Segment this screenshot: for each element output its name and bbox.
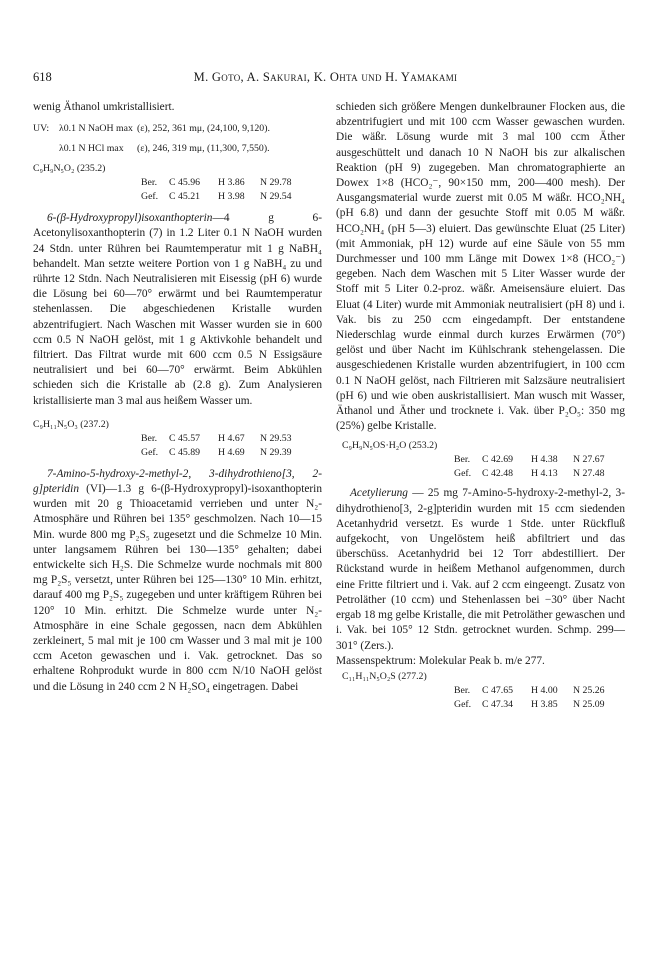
page-number: 618 bbox=[33, 70, 52, 84]
running-title: M. Goto, A. Sakurai, K. Ohta und H. Yamakami bbox=[193, 70, 458, 84]
paragraph-continuation: schieden sich größere Mengen dunkelbrauner Flocken aus, die abzentrifugiert und mit 100 ccm Wasser gewaschen wurden. Die wäßr. Lösung wurde mit 3 mal 100 ccm Äther ausgeschüttelt und danach 10 N NaOH bis zur alkalischen Reaktion (pH 9) zugegeben. Man chromatographierte an Dowex 1×8 (HCO₂⁻, 90×150 mm, 200—400 mesh). Der Ausgangsmaterial wurde zuerst mit 0.05 M wäßr. HCO₂NH₄ (pH 6.8) und dann der gesuchte Stoff mit 0.05 M wäßr. HCO₂NH₄ (pH 5—3) eluiert. Das gewünschte Eluat (25 Liter) (mit Ammoniak, pH 12) wurde auf eine Säule von 55 mm Durchmesser und 100 mm Länge mit Dowex 1×8 (HCO₂⁻) gegeben. Nach dem Waschen mit 5 Liter Wasser wurde der Stoff mit 5 Liter 0.2-proz. wäßr. Ameisensäure eluiert. Das Eluat (4 Liter) wurde mit Ammoniak neutralisiert (pH 8) und i. Vak. bis zu 250 ccm eingedampft. Der entstandene Niederschlag wurde einmal durch kurzes Erwärmen (70°) gelöst und über Nacht im Kühlschrank stehengelassen. Die ausgeschiedenen Kristalle wurden abzentrifugiert, in 100 ccm 0.1 N NaOH gelöst, nach Filtrieren mit Salzsäure neutralisiert (pH 6) und wie oben auskristallisiert. Man wusch mit Wasser, Äthanol und Äther und trocknete i. Vak. über P₂O₅: 350 mg (25%) gelbe Kristalle. bbox=[336, 101, 625, 433]
uv-lambda-hcl: λ0.1 N HCl max bbox=[59, 143, 124, 155]
ber-label: Ber. bbox=[454, 454, 471, 466]
formula-2-text: C₉H₁₁N₅O₃ (237.2) bbox=[33, 418, 109, 430]
paragraph-body: —4 g 6-Acetonylisoxanthopterin (7) in 1.2 Liter 0.1 N NaOH wurden 24 Stdn. unter Rühren bei Raumtemperatur mit 1 g NaBH₄ behandelt. Man setzte weitere Portion von 1 g NaBH₄ zu und rührte 12 Stdn. Nach Neutralisieren mit Eisessig (pH 6) wurde die Lösung bei 60—70° erwärmt und bei Raumtemperatur stehenlassen. Die abgeschiedenen Kristalle wurden abzentrifugiert. Nach Waschen mit Wasser wurden sie in 600 ccm 0.5 N NaOH gelöst, mit 1 g Aktivkohle behandelt und filtriert. Das Filtrat wurde mit 600 ccm 0.5 N Essigsäure neutralisiert und bei 60—70° erwärmt. Beim Abkühlen schieden sich die Kristalle ab (2.8 g). Zum Analysieren kristallisierte man 3 mal aus heißem Wasser um. bbox=[33, 212, 322, 407]
uv-label: UV: bbox=[33, 123, 50, 135]
formula-3-text: C₉H₉N₅OS·H₂O (253.2) bbox=[342, 440, 438, 452]
formula-1 bbox=[33, 161, 322, 175]
gef-h: H 3.85 bbox=[531, 698, 558, 710]
formula-4-text: C₁₁H₁₁N₅O₂S (277.2) bbox=[342, 670, 427, 682]
ber-c: C 45.57 bbox=[169, 432, 201, 444]
formula-1-text: C₉H₉N₅O₂ (235.2) bbox=[33, 163, 106, 175]
uv-values-naoh: (ε), 252, 361 mμ, (24,100, 9,120). bbox=[137, 123, 270, 135]
gef-n: N 29.54 bbox=[260, 191, 292, 203]
ber-n: N 29.78 bbox=[260, 177, 292, 189]
ber-label: Ber. bbox=[454, 684, 471, 696]
formula-3 bbox=[336, 438, 625, 452]
analysis-ber-3 bbox=[336, 452, 625, 466]
ber-n: N 27.67 bbox=[573, 454, 605, 466]
analysis-gef-2 bbox=[33, 445, 322, 459]
section-title: Acetylierung bbox=[350, 487, 408, 500]
formula-4 bbox=[336, 669, 625, 683]
ber-label: Ber. bbox=[141, 177, 158, 189]
gef-n: N 27.48 bbox=[573, 468, 605, 480]
right-column bbox=[336, 100, 625, 711]
paragraph-thienopteridin bbox=[33, 467, 322, 695]
analysis-gef-1 bbox=[33, 189, 322, 203]
gef-label: Gef. bbox=[141, 191, 159, 203]
mass-spectrum-line: Massenspektrum: Molekular Peak b. m/e 277. bbox=[336, 654, 545, 667]
paragraph-hydroxypropyl bbox=[33, 211, 322, 409]
gef-h: H 4.69 bbox=[218, 446, 245, 458]
uv-line-naoh bbox=[33, 121, 322, 137]
gef-n: N 25.09 bbox=[573, 698, 605, 710]
gef-c: C 45.21 bbox=[169, 191, 201, 203]
analysis-gef-3 bbox=[336, 466, 625, 480]
gef-label: Gef. bbox=[454, 698, 472, 710]
left-column bbox=[33, 100, 322, 695]
analysis-ber-2 bbox=[33, 431, 322, 445]
ber-n: N 29.53 bbox=[260, 432, 292, 444]
formula-2 bbox=[33, 417, 322, 431]
gef-label: Gef. bbox=[141, 446, 159, 458]
paragraph-body: (VI)—1.3 g 6-(β-Hydroxypropyl)-isoxanthopterin wurden mit 20 g Thioacetamid verrieben und unter N₂-Atmosphäre und Rühren bei 135° geschmolzen. Nach 10—15 Min. wurde 800 mg P₂S₅ zugesetzt und die Schmelze 10 Min. unter langsamem Rühren bei 130—135° gehalten; dabei entwickelte sich H₂S. Die Schmelze wurde nochmals mit 800 mg P₂S₅ versetzt, unter Rühren bei 125—130° 10 Min. erhitzt, darauf 400 mg P₂S₅ zugegeben und unter kräftigem Rühren bei 120° 10 Min. erhitzt. Die Schmelze wurde unter N₂-Atmosphäre in eine Schale gegossen, nacn dem Abkühlen zerkleinert, 5 mal mit je 100 cm Wasser und 3 mal mit je 100 ccm Aceton gewaschen und i. Vak. getrocknet. Das so erhaltene Rohprodukt wurde in 800 ccm N/10 NaOH gelöst und die Lösung in 240 ccm 2 N H₂SO₄ eingetragen. Dabei bbox=[33, 483, 322, 693]
uv-line-hcl bbox=[33, 141, 322, 157]
ber-h: H 4.00 bbox=[531, 684, 558, 696]
paragraph-body: — 25 mg 7-Amino-5-hydroxy-2-methyl-2, 3-dihydrothieno[3, 2-g]pteridin wurden mit 15 ccm siedenden Acetanhydrid versetzt. Es wurde 1 Stde. unter Rückfluß aufgekocht, von Ungelöstem heiß abfiltriert und das überschüss. Acetanhydrid bei 12 Torr abdestilliert. Der Rückstand wurde in heißem Methanol aufgenommen, durch eine Fritte filtriert und i. Vak. auf 2 ccm eingeengt. Zusatz von Petroläther (10 ccm) und Stehenlassen bei −30° über Nacht ergab 18 mg gelbe Kristalle, die mit Petroläther gewaschen und i. Vak. bei 105° 12 Stdn. getrocknet wurden. Schmp. 299—301° (Zers.). bbox=[336, 487, 625, 652]
ber-c: C 47.65 bbox=[482, 684, 514, 696]
gef-h: H 3.98 bbox=[218, 191, 245, 203]
intro-line: wenig Äthanol umkristallisiert. bbox=[33, 101, 175, 113]
ber-label: Ber. bbox=[141, 432, 158, 444]
analysis-gef-4 bbox=[336, 697, 625, 711]
gef-c: C 42.48 bbox=[482, 468, 514, 480]
gef-label: Gef. bbox=[454, 468, 472, 480]
compound-title: 7-Amino-5-hydroxy-2-methyl-2, 3-dihydrothieno[3, 2-g]pteridin bbox=[33, 467, 322, 496]
gef-n: N 29.39 bbox=[260, 446, 292, 458]
gef-h: H 4.13 bbox=[531, 468, 558, 480]
analysis-ber-1 bbox=[33, 175, 322, 189]
ber-n: N 25.26 bbox=[573, 684, 605, 696]
ber-h: H 4.67 bbox=[218, 432, 245, 444]
uv-values-hcl: (ε), 246, 319 mμ, (11,300, 7,550). bbox=[137, 143, 270, 155]
ber-h: H 3.86 bbox=[218, 177, 245, 189]
paragraph-acetylierung bbox=[336, 486, 625, 653]
uv-lambda-naoh: λ0.1 N NaOH max bbox=[59, 123, 133, 135]
ber-c: C 45.96 bbox=[169, 177, 201, 189]
analysis-ber-4 bbox=[336, 683, 625, 697]
ber-h: H 4.38 bbox=[531, 454, 558, 466]
page-header bbox=[33, 70, 618, 86]
gef-c: C 47.34 bbox=[482, 698, 514, 710]
gef-c: C 45.89 bbox=[169, 446, 201, 458]
ber-c: C 42.69 bbox=[482, 454, 514, 466]
compound-title: 6-(β-Hydroxypropyl)isoxanthopterin bbox=[47, 212, 213, 225]
